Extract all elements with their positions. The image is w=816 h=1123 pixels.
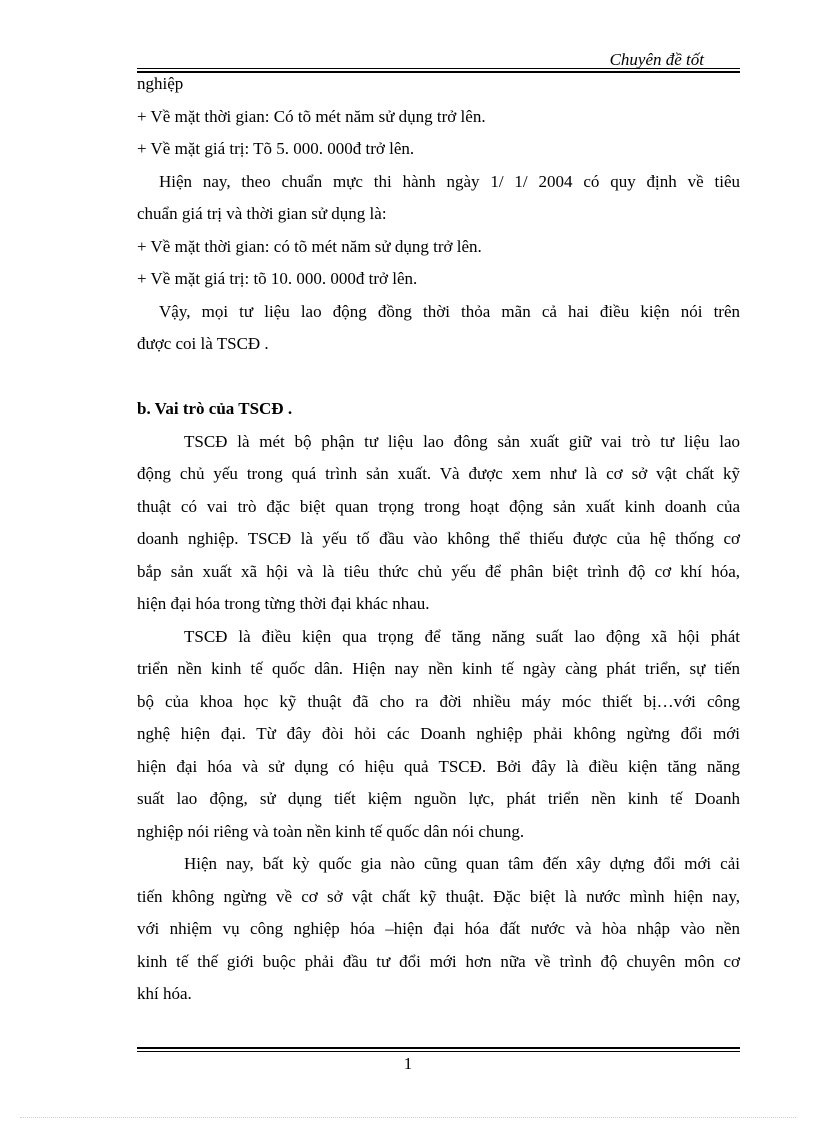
blank-line — [137, 361, 740, 394]
text-line: Hiện nay, bất kỳ quốc gia nào cũng quan tâm đến xây dựng đổi mới cải — [184, 854, 740, 873]
running-header: Chuyên đề tốt — [609, 50, 704, 69]
text-line: doanh nghiệp. TSCĐ là yếu tố đầu vào không thể thiếu được của hệ thống cơ — [137, 529, 740, 548]
text-line: được coi là TSCĐ . — [137, 334, 269, 353]
footer-rule-thin — [137, 1051, 740, 1052]
text-line: suất lao động, sử dụng tiết kiệm nguồn lực, phát triển nền kinh tế Doanh — [137, 789, 740, 808]
text-line: nghiệp nói riêng và toàn nền kinh tế quốc dân nói chung. — [137, 821, 525, 841]
section-heading: b. Vai trò của TSCĐ . — [137, 399, 293, 418]
text-line: thuật có vai trò đặc biệt quan trọng trong hoạt động sản xuất kinh doanh của — [137, 496, 740, 516]
footer-rule-thick — [137, 1047, 740, 1049]
text-line: hiện đại hóa trong từng thời đại khác nhau. — [137, 594, 430, 613]
text-line: TSCĐ là điều kiện qua trọng để tăng năng suất lao động xã hội phát — [184, 626, 740, 646]
text-line: + Về mặt thời gian: có tõ mét năm sử dụng trở lên. — [137, 236, 482, 256]
text-line: nghiệp — [137, 74, 184, 93]
text-line: hiện đại hóa và sử dụng có hiệu quả TSCĐ. Bởi đây là điều kiện tăng năng — [137, 756, 740, 776]
text-line: + Về mặt thời gian: Có tõ mét năm sử dụng trở lên. — [137, 106, 486, 126]
text-line: Hiện nay, theo chuẩn mực thi hành ngày 1/ 1/ 2004 có quy định về tiêu — [159, 171, 740, 191]
text-line: + Về mặt giá trị: tõ 10. 000. 000đ trở lên. — [137, 269, 418, 288]
text-line: Vậy, mọi tư liệu lao động đồng thời thỏa mãn cả hai điều kiện nói trên — [159, 301, 740, 321]
body-text — [137, 68, 740, 1011]
text-line: với nhiệm vụ công nghiệp hóa –hiện đại hóa đất nước và hòa nhập vào nền — [137, 919, 740, 938]
text-line: bắp sản xuất xã hội và là tiêu thức chủ yếu để phân biệt trình độ cơ khí hóa, — [137, 561, 740, 581]
page-bottom-border — [20, 1117, 796, 1118]
text-line: bộ của khoa học kỹ thuật đã cho ra đời nhiều máy móc thiết bị…với công — [137, 691, 740, 711]
text-line: khí hóa. — [137, 984, 192, 1003]
text-line: triển nền kinh tế quốc dân. Hiện nay nền kinh tế ngày càng phát triển, sự tiến — [137, 659, 740, 678]
text-line: + Về mặt giá trị: Tõ 5. 000. 000đ trở lên. — [137, 139, 415, 158]
text-line: TSCĐ là mét bộ phận tư liệu lao đông sản xuất giữ vai trò tư liệu lao — [184, 431, 740, 451]
text-line: tiến không ngừng về cơ sở vật chất kỹ thuật. Đặc biệt là nước mình hiện nay, — [137, 886, 740, 906]
text-line: kinh tế thế giới buộc phải đầu tư đổi mới hơn nữa về trình độ chuyên môn cơ — [137, 951, 740, 971]
text-line: chuẩn giá trị và thời gian sử dụng là: — [137, 204, 387, 223]
text-line: động chủ yếu trong quá trình sản xuất. Và được xem như là cơ sở vật chất kỹ — [137, 464, 740, 483]
text-line: nghệ hiện đại. Từ đây đòi hỏi các Doanh nghiệp phải không ngừng đổi mới — [137, 724, 740, 743]
page-number: 1 — [403, 1054, 413, 1073]
